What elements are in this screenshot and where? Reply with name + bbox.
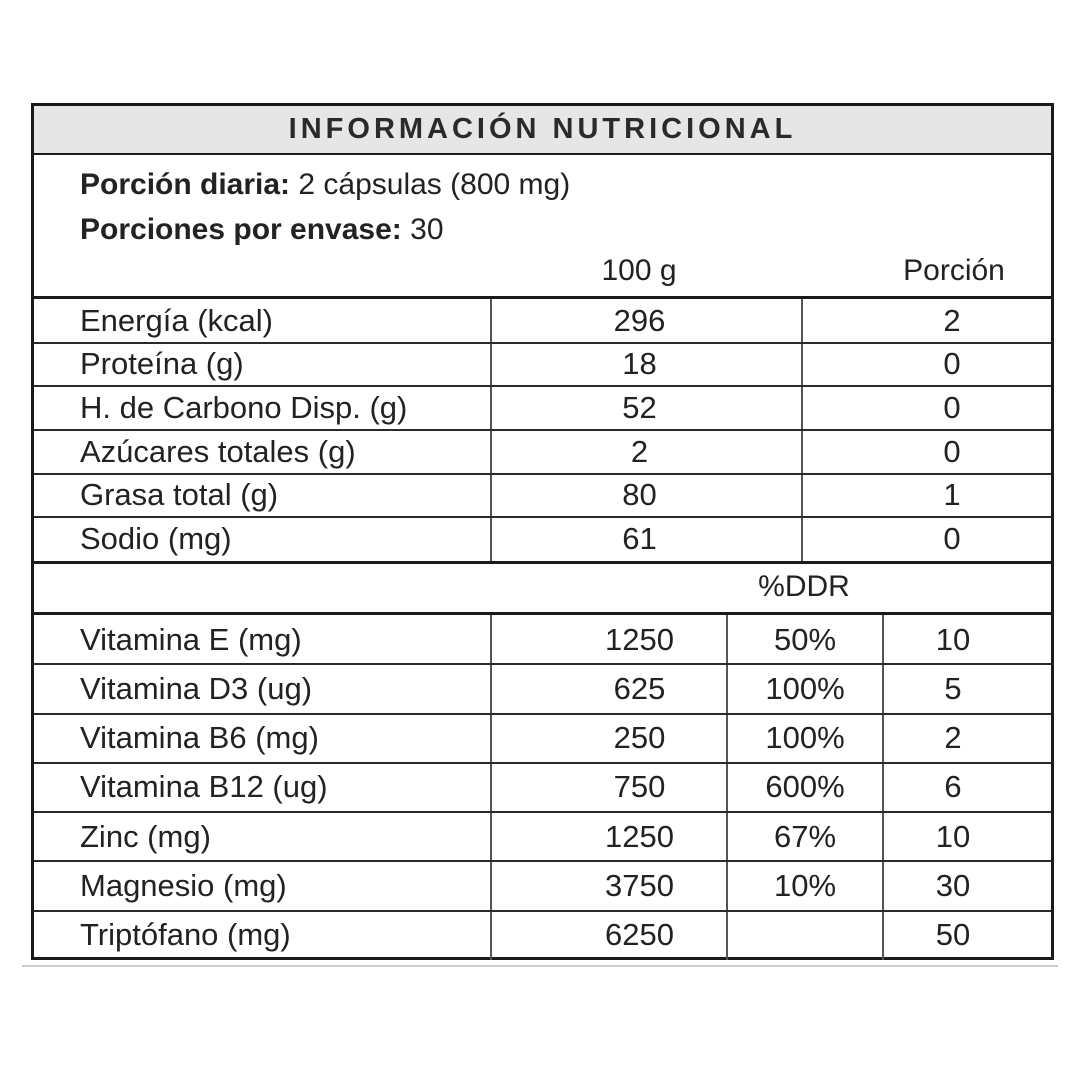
value-per-portion: 0 xyxy=(943,390,961,426)
value-per-portion: 0 xyxy=(943,433,961,469)
value-per-100g: 296 xyxy=(613,302,666,338)
table-row xyxy=(34,714,1051,763)
value-per-portion: 30 xyxy=(935,868,971,904)
table-row xyxy=(34,763,1051,812)
value-per-portion: 10 xyxy=(935,818,971,854)
value-per-100g: 625 xyxy=(613,670,666,706)
value-per-portion: 0 xyxy=(943,346,961,382)
nutrient-name: Grasa total (g) xyxy=(80,477,279,513)
column-header-portion: Porción xyxy=(903,254,1005,287)
nutrient-name: Vitamina E (mg) xyxy=(80,621,302,657)
value-per-100g: 80 xyxy=(622,477,657,513)
value-ddr: 100% xyxy=(765,720,845,756)
table-row xyxy=(34,386,1051,430)
value-per-100g: 3750 xyxy=(605,868,674,904)
table-row xyxy=(34,911,1051,960)
value-ddr: 600% xyxy=(765,769,845,805)
nutrient-name: Magnesio (mg) xyxy=(80,868,287,904)
daily-serving xyxy=(80,168,570,202)
value-ddr xyxy=(728,911,882,960)
daily-serving-label: Porción diaria: xyxy=(80,168,291,201)
value-per-portion: 2 xyxy=(943,302,961,338)
value-per-portion: 6 xyxy=(944,769,962,805)
value-per-100g: 2 xyxy=(630,433,649,469)
nutrient-name: Triptófano (mg) xyxy=(80,917,291,953)
table-row xyxy=(34,430,1051,474)
macronutrients-table xyxy=(34,299,1051,561)
nutrient-name: Vitamina D3 (ug) xyxy=(80,670,313,706)
value-per-100g: 250 xyxy=(613,720,666,756)
table-row xyxy=(34,343,1051,387)
column-header-100g: 100 g xyxy=(601,254,677,287)
value-ddr: 10% xyxy=(773,868,837,904)
label-title: INFORMACIÓN NUTRICIONAL xyxy=(34,106,1051,153)
value-per-portion: 10 xyxy=(935,621,971,657)
nutrient-name: Zinc (mg) xyxy=(80,818,211,854)
section-divider xyxy=(34,561,1051,564)
table-row xyxy=(34,299,1051,343)
daily-serving-value: 2 cápsulas (800 mg) xyxy=(290,168,571,201)
value-per-100g: 61 xyxy=(622,521,657,557)
servings-per-container-value: 30 xyxy=(401,213,444,246)
nutrient-name: Vitamina B12 (ug) xyxy=(80,769,328,805)
micronutrients-table xyxy=(34,615,1051,960)
value-per-portion: 50 xyxy=(935,917,971,953)
table-row xyxy=(34,517,1051,561)
servings-per-container xyxy=(80,213,444,247)
value-per-100g: 1250 xyxy=(605,621,674,657)
value-per-100g: 750 xyxy=(613,769,666,805)
column-header-ddr: %DDR xyxy=(758,570,850,603)
value-per-portion: 0 xyxy=(943,521,961,557)
value-per-100g: 18 xyxy=(622,346,657,382)
title-divider xyxy=(34,153,1051,155)
value-ddr: 50% xyxy=(773,621,837,657)
value-per-portion: 5 xyxy=(944,670,962,706)
value-per-portion: 1 xyxy=(943,477,961,513)
nutrient-name: H. de Carbono Disp. (g) xyxy=(80,390,408,426)
value-ddr: 67% xyxy=(773,818,837,854)
table-row xyxy=(34,861,1051,910)
nutrient-name: Vitamina B6 (mg) xyxy=(80,720,319,756)
servings-per-container-label: Porciones por envase: xyxy=(80,213,402,246)
label-bottom-shadow xyxy=(22,965,1058,967)
value-ddr: 100% xyxy=(765,670,845,706)
value-per-portion: 2 xyxy=(944,720,962,756)
table-row xyxy=(34,812,1051,861)
table-row xyxy=(34,474,1051,518)
nutrient-name: Energía (kcal) xyxy=(80,302,273,338)
nutrient-name: Sodio (mg) xyxy=(80,521,232,557)
nutrient-name: Azúcares totales (g) xyxy=(80,433,356,469)
value-per-100g: 6250 xyxy=(605,917,674,953)
table-row xyxy=(34,615,1051,664)
value-per-100g: 52 xyxy=(622,390,657,426)
nutrient-name: Proteína (g) xyxy=(80,346,244,382)
value-per-100g: 1250 xyxy=(605,818,674,854)
table-row xyxy=(34,664,1051,713)
nutrition-facts-label xyxy=(31,103,1054,960)
